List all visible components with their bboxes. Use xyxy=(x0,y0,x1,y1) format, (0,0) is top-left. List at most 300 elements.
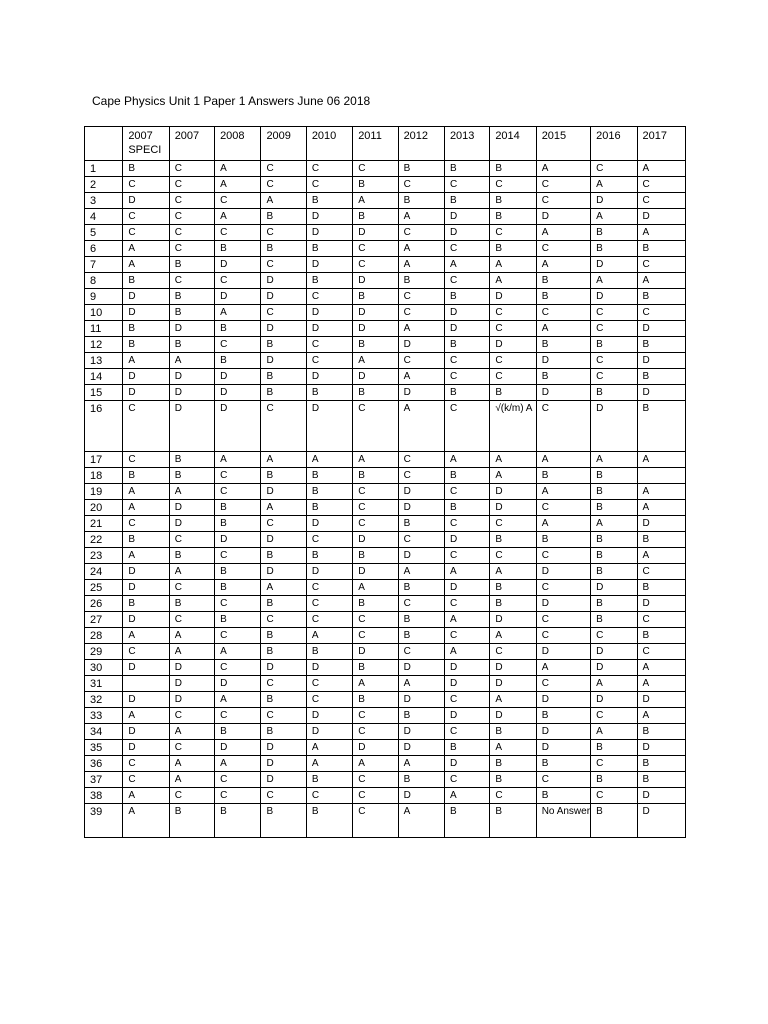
answer-cell: A xyxy=(398,756,444,772)
answer-cell: A xyxy=(591,516,637,532)
answer-cell: D xyxy=(261,532,306,548)
answer-cell: C xyxy=(637,644,686,660)
answer-cell: B xyxy=(591,500,637,516)
question-number: 21 xyxy=(85,516,123,532)
question-number: 35 xyxy=(85,740,123,756)
answer-cell: C xyxy=(169,209,214,225)
answer-cell: A xyxy=(123,241,169,257)
question-number: 16 xyxy=(85,401,123,452)
table-row xyxy=(85,337,686,353)
answer-cell: C xyxy=(215,596,261,612)
answer-cell: D xyxy=(123,305,169,321)
answer-cell: B xyxy=(591,740,637,756)
table-row xyxy=(85,724,686,740)
answer-cell: B xyxy=(490,209,536,225)
answer-cell: B xyxy=(215,564,261,580)
answer-cell: A xyxy=(123,484,169,500)
answer-cell: B xyxy=(591,241,637,257)
answer-cell: A xyxy=(353,580,398,596)
question-number: 8 xyxy=(85,273,123,289)
answer-cell: A xyxy=(353,452,398,468)
answer-cell: D xyxy=(169,692,214,708)
answer-cell: A xyxy=(123,500,169,516)
answer-cell: D xyxy=(536,596,590,612)
answer-cell: A xyxy=(490,273,536,289)
question-number: 32 xyxy=(85,692,123,708)
answer-table xyxy=(84,126,686,838)
answer-cell: C xyxy=(123,644,169,660)
question-number: 30 xyxy=(85,660,123,676)
answer-cell: A xyxy=(444,257,489,273)
answer-cell: C xyxy=(591,628,637,644)
answer-cell: C xyxy=(637,193,686,209)
answer-cell: C xyxy=(215,660,261,676)
answer-cell: C xyxy=(169,788,214,804)
answer-cell: B xyxy=(261,692,306,708)
answer-cell: D xyxy=(215,676,261,692)
header-year: 2010 xyxy=(306,127,352,161)
answer-cell: B xyxy=(353,468,398,484)
answer-cell: C xyxy=(536,772,590,788)
answer-cell: B xyxy=(261,468,306,484)
answer-cell: D xyxy=(353,305,398,321)
answer-cell: D xyxy=(353,740,398,756)
answer-cell: D xyxy=(637,321,686,337)
answer-cell: D xyxy=(123,580,169,596)
table-row xyxy=(85,692,686,708)
answer-cell: B xyxy=(123,273,169,289)
question-number: 29 xyxy=(85,644,123,660)
answer-cell: C xyxy=(353,788,398,804)
answer-cell: C xyxy=(169,225,214,241)
answer-cell: A xyxy=(490,692,536,708)
answer-cell: C xyxy=(306,580,352,596)
question-number: 28 xyxy=(85,628,123,644)
answer-cell: D xyxy=(123,289,169,305)
answer-cell: D xyxy=(169,516,214,532)
table-row xyxy=(85,305,686,321)
answer-cell: B xyxy=(444,337,489,353)
answer-cell: B xyxy=(444,161,489,177)
question-number: 3 xyxy=(85,193,123,209)
answer-cell: D xyxy=(536,564,590,580)
answer-cell: B xyxy=(398,628,444,644)
table-row xyxy=(85,580,686,596)
answer-cell: B xyxy=(444,193,489,209)
answer-cell: D xyxy=(215,289,261,305)
answer-cell: A xyxy=(215,692,261,708)
answer-cell: C xyxy=(353,241,398,257)
answer-cell: B xyxy=(306,804,352,838)
answer-cell: C xyxy=(306,289,352,305)
answer-cell: B xyxy=(490,596,536,612)
answer-cell: B xyxy=(169,468,214,484)
answer-cell: C xyxy=(123,756,169,772)
answer-cell: A xyxy=(306,756,352,772)
answer-cell: B xyxy=(536,788,590,804)
answer-cell: B xyxy=(215,804,261,838)
answer-cell: C xyxy=(490,548,536,564)
answer-cell: C xyxy=(591,708,637,724)
answer-cell: C xyxy=(353,161,398,177)
table-row xyxy=(85,209,686,225)
answer-cell: C xyxy=(353,516,398,532)
answer-cell: C xyxy=(536,612,590,628)
answer-cell: C xyxy=(123,772,169,788)
answer-cell: B xyxy=(637,369,686,385)
question-number: 36 xyxy=(85,756,123,772)
answer-cell: C xyxy=(215,193,261,209)
answer-cell: D xyxy=(536,209,590,225)
answer-cell: B xyxy=(536,468,590,484)
answer-cell: D xyxy=(215,532,261,548)
answer-cell: C xyxy=(215,548,261,564)
question-number: 26 xyxy=(85,596,123,612)
answer-cell: D xyxy=(306,321,352,337)
question-number: 18 xyxy=(85,468,123,484)
answer-cell: C xyxy=(169,193,214,209)
answer-cell: D xyxy=(261,564,306,580)
answer-cell: B xyxy=(444,385,489,401)
answer-cell: B xyxy=(490,724,536,740)
answer-cell: D xyxy=(637,353,686,369)
answer-cell: B xyxy=(398,161,444,177)
answer-cell: B xyxy=(490,580,536,596)
answer-cell: C xyxy=(536,193,590,209)
answer-cell: C xyxy=(123,401,169,452)
answer-cell: D xyxy=(123,724,169,740)
answer-cell: A xyxy=(490,628,536,644)
table-row xyxy=(85,177,686,193)
answer-cell: A xyxy=(353,193,398,209)
answer-cell: B xyxy=(169,804,214,838)
answer-cell: A xyxy=(398,369,444,385)
answer-cell: B xyxy=(261,369,306,385)
question-number: 31 xyxy=(85,676,123,692)
answer-cell: A xyxy=(215,756,261,772)
answer-cell: C xyxy=(637,257,686,273)
answer-cell: A xyxy=(123,353,169,369)
answer-cell: D xyxy=(444,305,489,321)
answer-cell: B xyxy=(353,177,398,193)
answer-cell: C xyxy=(591,756,637,772)
answer-cell: B xyxy=(306,484,352,500)
answer-cell: D xyxy=(306,516,352,532)
answer-cell: B xyxy=(637,772,686,788)
answer-cell: B xyxy=(261,804,306,838)
answer-cell: C xyxy=(536,500,590,516)
answer-cell: B xyxy=(637,532,686,548)
answer-cell: A xyxy=(169,772,214,788)
answer-cell: B xyxy=(306,548,352,564)
answer-cell: A xyxy=(123,628,169,644)
answer-cell: B xyxy=(591,337,637,353)
answer-cell: C xyxy=(353,804,398,838)
table-row xyxy=(85,484,686,500)
table-row xyxy=(85,804,686,838)
answer-cell: A xyxy=(637,484,686,500)
answer-cell: D xyxy=(215,385,261,401)
answer-cell: B xyxy=(637,580,686,596)
answer-cell: C xyxy=(261,676,306,692)
answer-cell: C xyxy=(637,177,686,193)
answer-cell: B xyxy=(398,580,444,596)
answer-cell: C xyxy=(444,692,489,708)
answer-cell: C xyxy=(536,580,590,596)
question-number: 12 xyxy=(85,337,123,353)
answer-cell: D xyxy=(353,369,398,385)
answer-cell: B xyxy=(637,337,686,353)
answer-cell: A xyxy=(536,516,590,532)
answer-cell: B xyxy=(353,660,398,676)
answer-cell: A xyxy=(591,209,637,225)
question-number: 23 xyxy=(85,548,123,564)
header-year: 2011 xyxy=(353,127,398,161)
header-year: 2014 xyxy=(490,127,536,161)
question-number: 19 xyxy=(85,484,123,500)
answer-cell: B xyxy=(637,756,686,772)
answer-cell: A xyxy=(444,644,489,660)
answer-cell: D xyxy=(306,564,352,580)
answer-cell: D xyxy=(398,385,444,401)
answer-cell: D xyxy=(261,321,306,337)
table-row xyxy=(85,241,686,257)
answer-cell: A xyxy=(169,628,214,644)
question-number: 38 xyxy=(85,788,123,804)
answer-cell: C xyxy=(169,580,214,596)
answer-cell: D xyxy=(444,225,489,241)
question-number: 4 xyxy=(85,209,123,225)
answer-cell: C xyxy=(536,241,590,257)
answer-cell: A xyxy=(490,564,536,580)
answer-cell: C xyxy=(490,516,536,532)
answer-cell: D xyxy=(444,708,489,724)
answer-cell: B xyxy=(536,532,590,548)
answer-cell: D xyxy=(591,692,637,708)
answer-cell: D xyxy=(306,724,352,740)
answer-cell: D xyxy=(398,740,444,756)
answer-cell: C xyxy=(536,676,590,692)
answer-cell: D xyxy=(637,804,686,838)
answer-cell xyxy=(123,676,169,692)
answer-cell: B xyxy=(306,644,352,660)
answer-cell: A xyxy=(536,321,590,337)
answer-cell: D xyxy=(536,385,590,401)
answer-cell: A xyxy=(536,452,590,468)
answer-cell: D xyxy=(306,225,352,241)
answer-cell: D xyxy=(353,225,398,241)
answer-cell: B xyxy=(261,596,306,612)
answer-cell: D xyxy=(353,644,398,660)
answer-cell: D xyxy=(591,257,637,273)
answer-cell: B xyxy=(261,644,306,660)
answer-cell: D xyxy=(398,500,444,516)
header-year: 2008 xyxy=(215,127,261,161)
answer-cell: C xyxy=(169,161,214,177)
answer-cell: B xyxy=(123,532,169,548)
answer-cell: C xyxy=(353,257,398,273)
answer-cell: B xyxy=(398,273,444,289)
answer-cell: C xyxy=(398,452,444,468)
question-number: 1 xyxy=(85,161,123,177)
answer-cell: A xyxy=(637,660,686,676)
answer-cell: A xyxy=(490,452,536,468)
answer-cell: D xyxy=(123,612,169,628)
answer-cell: B xyxy=(398,516,444,532)
answer-cell: B xyxy=(123,321,169,337)
table-row xyxy=(85,596,686,612)
answer-cell: B xyxy=(215,580,261,596)
answer-cell: D xyxy=(398,660,444,676)
answer-cell: B xyxy=(169,289,214,305)
answer-cell: B xyxy=(353,548,398,564)
answer-cell: C xyxy=(306,612,352,628)
table-row xyxy=(85,676,686,692)
answer-cell: B xyxy=(215,516,261,532)
answer-cell: D xyxy=(490,676,536,692)
table-row xyxy=(85,452,686,468)
table-row xyxy=(85,660,686,676)
answer-cell: C xyxy=(123,209,169,225)
question-number: 9 xyxy=(85,289,123,305)
answer-cell: D xyxy=(306,708,352,724)
answer-cell: D xyxy=(353,321,398,337)
answer-cell: B xyxy=(444,500,489,516)
answer-cell: D xyxy=(169,676,214,692)
answer-cell: B xyxy=(490,385,536,401)
answer-cell: C xyxy=(444,548,489,564)
answer-cell: C xyxy=(398,177,444,193)
answer-cell: D xyxy=(398,548,444,564)
answer-cell: D xyxy=(444,676,489,692)
answer-cell: A xyxy=(490,468,536,484)
answer-cell: A xyxy=(490,740,536,756)
header-year: 2009 xyxy=(261,127,306,161)
answer-cell: D xyxy=(637,385,686,401)
answer-cell: B xyxy=(261,628,306,644)
answer-cell: C xyxy=(490,644,536,660)
answer-cell: D xyxy=(306,305,352,321)
table-row xyxy=(85,708,686,724)
answer-cell: D xyxy=(591,660,637,676)
answer-cell: C xyxy=(261,612,306,628)
answer-cell: B xyxy=(398,193,444,209)
answer-cell: C xyxy=(353,772,398,788)
answer-cell: A xyxy=(398,401,444,452)
answer-cell: B xyxy=(261,337,306,353)
answer-cell: C xyxy=(306,692,352,708)
answer-cell: C xyxy=(306,532,352,548)
answer-cell: A xyxy=(444,564,489,580)
answer-cell: B xyxy=(591,596,637,612)
answer-cell: B xyxy=(536,289,590,305)
header-corner xyxy=(85,127,123,161)
answer-cell: A xyxy=(123,804,169,838)
answer-cell: A xyxy=(306,740,352,756)
table-row xyxy=(85,532,686,548)
table-row xyxy=(85,548,686,564)
answer-cell: C xyxy=(306,161,352,177)
answer-cell: D xyxy=(261,740,306,756)
answer-cell: C xyxy=(215,337,261,353)
answer-cell: B xyxy=(398,708,444,724)
table-row xyxy=(85,385,686,401)
answer-cell: D xyxy=(261,273,306,289)
answer-cell: B xyxy=(169,452,214,468)
answer-cell: D xyxy=(123,564,169,580)
answer-cell: A xyxy=(398,676,444,692)
answer-cell: C xyxy=(261,401,306,452)
table-row xyxy=(85,772,686,788)
answer-cell: C xyxy=(536,548,590,564)
answer-cell: C xyxy=(536,401,590,452)
answer-cell: D xyxy=(591,401,637,452)
answer-cell: B xyxy=(353,385,398,401)
answer-cell: C xyxy=(398,468,444,484)
answer-cell: C xyxy=(215,225,261,241)
question-number: 37 xyxy=(85,772,123,788)
answer-cell: B xyxy=(215,612,261,628)
answer-cell: B xyxy=(306,241,352,257)
question-number: 14 xyxy=(85,369,123,385)
answer-cell: C xyxy=(353,401,398,452)
answer-cell: B xyxy=(490,193,536,209)
answer-cell: C xyxy=(591,353,637,369)
answer-cell: C xyxy=(490,305,536,321)
answer-cell: D xyxy=(215,740,261,756)
answer-cell: D xyxy=(169,500,214,516)
answer-cell: B xyxy=(591,772,637,788)
answer-cell: C xyxy=(261,788,306,804)
answer-cell: C xyxy=(490,225,536,241)
answer-cell: D xyxy=(444,756,489,772)
answer-cell: A xyxy=(398,321,444,337)
answer-cell: D xyxy=(261,756,306,772)
answer-cell: C xyxy=(215,708,261,724)
answer-cell: C xyxy=(306,337,352,353)
question-number: 2 xyxy=(85,177,123,193)
answer-cell: B xyxy=(536,273,590,289)
answer-cell: D xyxy=(261,353,306,369)
answer-cell: A xyxy=(536,660,590,676)
answer-cell: B xyxy=(215,321,261,337)
question-number: 5 xyxy=(85,225,123,241)
answer-cell: C xyxy=(444,516,489,532)
table-row xyxy=(85,289,686,305)
answer-cell: A xyxy=(637,500,686,516)
answer-cell: B xyxy=(306,772,352,788)
answer-cell: B xyxy=(353,289,398,305)
answer-cell: B xyxy=(398,612,444,628)
answer-cell: A xyxy=(169,756,214,772)
answer-cell: B xyxy=(261,548,306,564)
header-year: 2007 SPECI xyxy=(123,127,169,161)
answer-cell: C xyxy=(353,484,398,500)
answer-cell: B xyxy=(123,337,169,353)
answer-cell: A xyxy=(169,564,214,580)
answer-cell: C xyxy=(444,596,489,612)
answer-cell: A xyxy=(261,452,306,468)
answer-cell: D xyxy=(123,740,169,756)
answer-cell: A xyxy=(398,209,444,225)
answer-cell: D xyxy=(353,273,398,289)
answer-cell: B xyxy=(444,289,489,305)
answer-cell: D xyxy=(261,772,306,788)
answer-cell: C xyxy=(591,788,637,804)
answer-cell: D xyxy=(637,209,686,225)
answer-cell: D xyxy=(261,484,306,500)
answer-cell: C xyxy=(169,241,214,257)
